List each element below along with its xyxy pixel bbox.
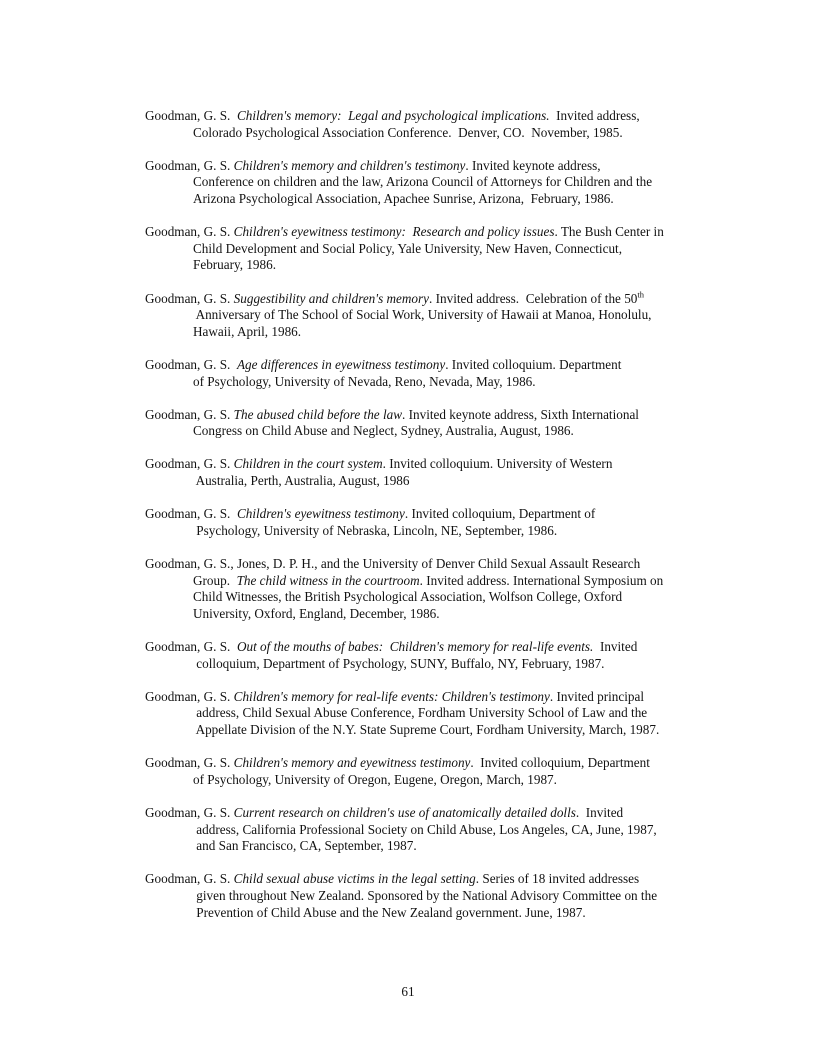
citation-line	[145, 772, 745, 789]
citation-entry	[145, 755, 745, 788]
citation-line	[145, 473, 745, 490]
citation-segment: The abused child before the law	[233, 406, 403, 422]
citation-line	[145, 523, 745, 540]
citation-entry	[145, 456, 745, 489]
citation-segment: . Invited address. Celebration of the 50	[429, 290, 638, 306]
citation-segment: Anniversary of The School of Social Work, University of Hawaii at Manoa, Honolulu,	[193, 307, 652, 323]
citation-entry	[145, 506, 745, 539]
citation-line	[145, 241, 745, 258]
citation-segment: Child Witnesses, the British Psychological Association, Wolfson College, Oxford	[193, 589, 623, 605]
citation-segment: University, Oxford, England, December, 1986.	[193, 605, 440, 621]
citation-line	[145, 838, 745, 855]
citation-segment: Appellate Division of the N.Y. State Supreme Court, Fordham University, March, 1987.	[193, 721, 660, 737]
citation-segment: Child sexual abuse victims in the legal setting	[233, 871, 476, 887]
citation-segment: Children's memory and children's testimony	[233, 157, 466, 173]
citation-line	[145, 573, 745, 590]
citation-segment: . Invited keynote address, Sixth International	[402, 406, 639, 422]
citation-segment: Australia, Perth, Australia, August, 1986	[193, 473, 410, 489]
citation-entry	[145, 805, 745, 855]
citation-entry	[145, 689, 745, 739]
citation-line	[145, 423, 745, 440]
citation-segment: . Invited colloquium. University of Western	[382, 456, 613, 472]
citation-segment: Goodman, G. S.	[145, 688, 234, 704]
citation-line	[145, 125, 745, 142]
citation-line	[145, 506, 745, 523]
citation-segment: . Invited keynote address,	[465, 157, 601, 173]
citation-segment: Hawaii, April, 1986.	[193, 323, 302, 339]
citation-line	[145, 639, 745, 656]
citation-line	[145, 191, 745, 208]
publication-list	[145, 108, 745, 938]
citation-line	[145, 108, 745, 125]
citation-line	[145, 158, 745, 175]
citation-line	[145, 905, 745, 922]
citation-line	[145, 606, 745, 623]
citation-segment: Goodman, G. S.	[145, 290, 234, 306]
citation-segment: . Series of 18 invited addresses	[475, 871, 640, 887]
citation-segment: Goodman, G. S.	[145, 456, 234, 472]
citation-line	[145, 407, 745, 424]
citation-segment: Colorado Psychological Association Conference. Denver, CO. November, 1985.	[193, 124, 623, 140]
citation-segment: Goodman, G. S.	[145, 356, 237, 372]
citation-segment: The child witness in the courtroom	[236, 572, 420, 588]
citation-segment: Goodman, G. S.	[145, 639, 237, 654]
citation-segment: Age differences in eyewitness testimony	[236, 356, 446, 372]
citation-line	[145, 705, 745, 722]
citation-segment: Goodman, G. S.	[145, 506, 237, 522]
citation-line	[145, 374, 745, 391]
citation-segment: given throughout New Zealand. Sponsored by the National Advisory Committee on the	[193, 887, 658, 903]
citation-line	[145, 822, 745, 839]
citation-segment: Arizona Psychological Association, Apachee Sunrise, Arizona, February, 1986.	[193, 190, 614, 206]
citation-segment: Current research on children's use of anatomically detailed dolls	[233, 804, 576, 820]
citation-segment: . Invited colloquium, Department	[470, 755, 650, 771]
citation-segment: Psychology, University of Nebraska, Lincoln, NE, September, 1986.	[193, 522, 558, 538]
citation-segment: Goodman, G. S.	[145, 804, 234, 820]
citation-line	[145, 755, 745, 772]
citation-segment: Invited	[593, 639, 638, 654]
citation-segment: Child Development and Social Policy, Yale University, New Haven, Connecticut,	[193, 240, 623, 256]
citation-segment: and San Francisco, CA, September, 1987.	[193, 838, 417, 854]
citation-segment: Goodman, G. S., Jones, D. P. H., and the University of Denver Child Sexual Assault Research	[145, 556, 641, 572]
citation-line	[145, 224, 745, 241]
citation-line	[145, 805, 745, 822]
citation-segment: . Invited colloquium. Department	[445, 356, 622, 372]
citation-line	[145, 456, 745, 473]
citation-segment: Goodman, G. S.	[145, 871, 234, 887]
citation-line	[145, 556, 745, 573]
citation-segment: Children in the court system	[233, 456, 383, 472]
citation-segment: . The Bush Center in	[554, 224, 664, 240]
citation-segment: Congress on Child Abuse and Neglect, Sydney, Australia, August, 1986.	[193, 423, 574, 439]
citation-entry	[145, 108, 745, 141]
citation-line	[145, 871, 745, 888]
citation-entry	[145, 291, 745, 341]
citation-line	[145, 257, 745, 274]
citation-entry	[145, 871, 745, 921]
citation-segment: address, California Professional Society on Child Abuse, Los Angeles, CA, June, 1987,	[193, 821, 657, 837]
citation-line	[145, 689, 745, 706]
citation-segment: Goodman, G. S.	[145, 224, 234, 240]
citation-line	[145, 174, 745, 191]
citation-segment: Invited address,	[549, 108, 640, 123]
citation-segment: Children's eyewitness testimony	[236, 506, 405, 522]
citation-line	[145, 357, 745, 374]
citation-segment: February, 1986.	[193, 257, 277, 273]
citation-segment: . Invited colloquium, Department of	[404, 506, 596, 522]
citation-entry	[145, 407, 745, 440]
citation-line	[145, 888, 745, 905]
citation-line	[145, 656, 745, 673]
citation-segment: Goodman, G. S.	[145, 157, 234, 173]
citation-segment: th	[637, 289, 645, 300]
citation-entry	[145, 639, 745, 672]
citation-segment: of Psychology, University of Oregon, Eugene, Oregon, March, 1987.	[193, 771, 557, 787]
citation-line	[145, 307, 745, 324]
citation-segment: Goodman, G. S.	[145, 755, 234, 771]
citation-segment: colloquium, Department of Psychology, SUNY, Buffalo, NY, February, 1987.	[193, 655, 605, 671]
citation-segment: . Invited principal	[549, 688, 645, 704]
citation-segment: Goodman, G. S.	[145, 406, 234, 422]
citation-segment: Group.	[193, 572, 237, 588]
citation-segment: Goodman, G. S.	[145, 108, 237, 123]
citation-segment: Suggestibility and children's memory	[233, 290, 430, 306]
citation-line	[145, 291, 745, 308]
citation-segment: . Invited	[575, 804, 624, 820]
citation-line	[145, 324, 745, 341]
citation-segment: Children's memory for real-life events: Children's testimony	[233, 688, 550, 704]
citation-line	[145, 722, 745, 739]
citation-entry	[145, 357, 745, 390]
citation-entry	[145, 158, 745, 208]
citation-entry	[145, 556, 745, 622]
citation-segment: Out of the mouths of babes: Children's memory for real-life events.	[236, 639, 594, 654]
citation-segment: Prevention of Child Abuse and the New Zealand government. June, 1987.	[193, 904, 586, 920]
citation-segment: Conference on children and the law, Arizona Council of Attorneys for Children and the	[193, 174, 653, 190]
citation-segment: Children's eyewitness testimony: Research and policy issues	[233, 224, 555, 240]
citation-line	[145, 589, 745, 606]
citation-segment: address, Child Sexual Abuse Conference, Fordham University School of Law and the	[193, 705, 648, 721]
citation-segment: Children's memory: Legal and psychological implications.	[236, 108, 550, 123]
page-number: 61	[401, 984, 415, 999]
citation-segment: Children's memory and eyewitness testimony	[233, 755, 471, 771]
citation-segment: . Invited address. International Symposium on	[419, 572, 664, 588]
citation-segment: of Psychology, University of Nevada, Reno, Nevada, May, 1986.	[193, 373, 536, 389]
citation-entry	[145, 224, 745, 274]
